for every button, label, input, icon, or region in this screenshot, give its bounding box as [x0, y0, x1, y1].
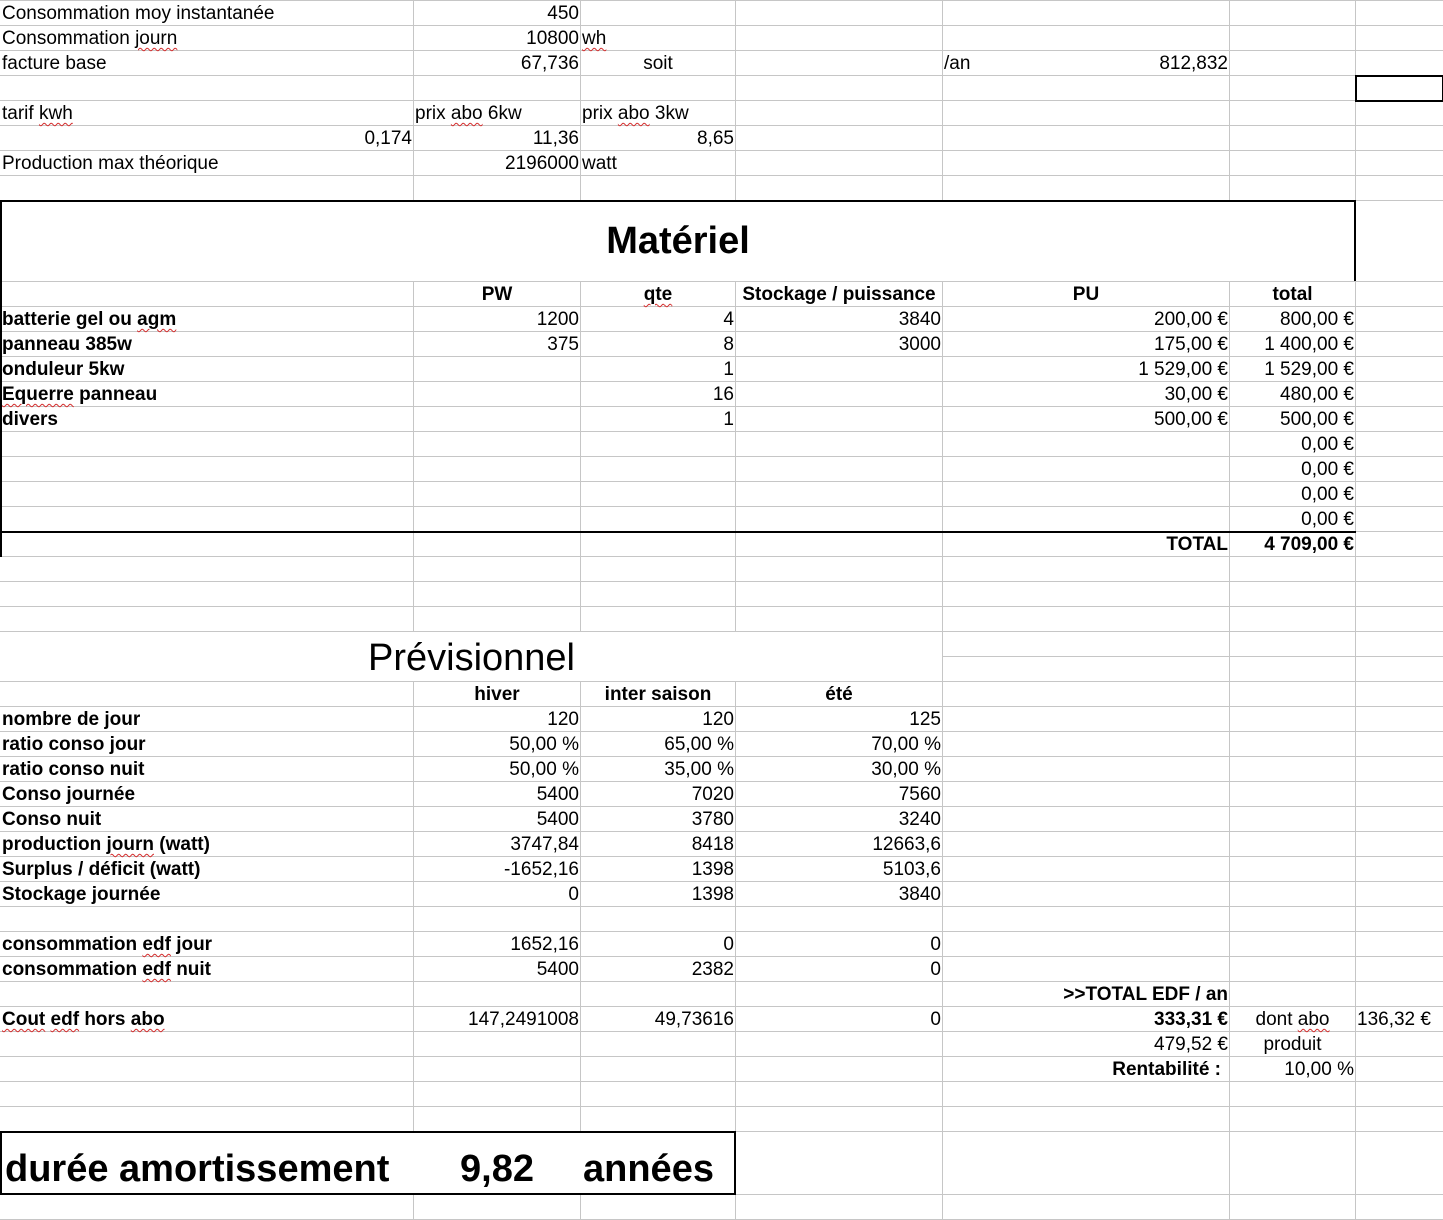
- cell-text: 1: [723, 409, 734, 430]
- cell-text: /an: [944, 53, 971, 74]
- cell-m7f[interactable]: [1230, 457, 1355, 482]
- table-border: [1354, 200, 1356, 281]
- cell-text: 67,736: [520, 53, 579, 74]
- cell-text: 11,36: [532, 128, 579, 149]
- cell-text: 0: [930, 959, 941, 980]
- cell-p5d[interactable]: [736, 807, 942, 832]
- cell-r6b[interactable]: [414, 126, 580, 151]
- cell-text: 16: [712, 384, 734, 405]
- cell-r1b[interactable]: [414, 1, 580, 26]
- cell-m1d[interactable]: [736, 307, 942, 332]
- cell-p4d[interactable]: [736, 782, 942, 807]
- cell-text: 0: [930, 934, 941, 955]
- cell-text: 0: [930, 1009, 941, 1030]
- cell-r1a[interactable]: [1, 1, 413, 26]
- cell-text: 0,00 €: [1301, 459, 1354, 480]
- cell-p3a[interactable]: [1, 757, 413, 782]
- cell-p3c[interactable]: [581, 757, 735, 782]
- cell-text: 3780: [691, 809, 734, 830]
- spellcheck-word: journ: [135, 28, 178, 49]
- cell-m5c[interactable]: [581, 407, 735, 432]
- cell-p1a[interactable]: [1, 707, 413, 732]
- cell-r2a[interactable]: [1, 26, 413, 51]
- cell-h_stock[interactable]: [736, 282, 942, 307]
- cell-r5a[interactable]: [1, 101, 413, 126]
- cell-c2e[interactable]: [943, 1032, 1229, 1057]
- cell-m5a[interactable]: [1, 407, 413, 432]
- row-gridline: [0, 1106, 1443, 1107]
- cell-text: ratio conso nuit: [2, 759, 145, 780]
- cell-r5c[interactable]: [581, 101, 735, 126]
- cell-text: 3840: [898, 309, 941, 330]
- cell-e2d[interactable]: [736, 957, 942, 982]
- cell-text: 5400: [536, 959, 579, 980]
- cell-text: Consommation moy instantanée: [2, 3, 275, 24]
- cell-c1g[interactable]: [1356, 1007, 1443, 1032]
- cell-text: prix abo 6kw: [415, 103, 522, 124]
- cell-text: 8418: [691, 834, 734, 855]
- row-gridline: [0, 456, 1443, 457]
- cell-text: 136,32 €: [1357, 1009, 1431, 1030]
- cell-r5b[interactable]: [414, 101, 580, 126]
- cell-text: 0,174: [364, 128, 412, 149]
- cell-text: 3000: [898, 334, 941, 355]
- cell-p5c[interactable]: [581, 807, 735, 832]
- cell-r6a[interactable]: [1, 126, 413, 151]
- cell-text: Conso journée: [2, 784, 136, 805]
- cell-text: 2382: [691, 959, 734, 980]
- cell-text: Production max théorique: [2, 153, 219, 174]
- cell-text: tarif kwh: [2, 103, 73, 124]
- cell-cursor[interactable]: [1355, 75, 1443, 102]
- cell-m2a[interactable]: [1, 332, 413, 357]
- cell-p8a[interactable]: [1, 882, 413, 907]
- spellcheck-word: journ: [106, 834, 154, 855]
- cell-text: Equerre panneau: [2, 384, 158, 405]
- amortissement-unit[interactable]: années: [583, 1148, 714, 1190]
- cell-tot_val[interactable]: [1230, 532, 1355, 557]
- cell-c1f[interactable]: [1230, 1007, 1355, 1032]
- amortissement-value[interactable]: 9,82: [460, 1148, 534, 1190]
- cell-p8d[interactable]: [736, 882, 942, 907]
- cell-text: 8,65: [697, 128, 734, 149]
- cell-c1c[interactable]: [581, 1007, 735, 1032]
- cell-text: Conso nuit: [2, 809, 102, 830]
- cell-c3f[interactable]: [1230, 1057, 1355, 1082]
- cell-p4c[interactable]: [581, 782, 735, 807]
- cell-text: 12663,6: [872, 834, 941, 855]
- cell-m2e[interactable]: [943, 332, 1229, 357]
- cell-text: -1652,16: [503, 859, 579, 880]
- spellcheck-word: abo: [1297, 1009, 1330, 1030]
- cell-m5f[interactable]: [1230, 407, 1355, 432]
- cell-p5a[interactable]: [1, 807, 413, 832]
- cell-text: 120: [702, 709, 734, 730]
- spellcheck-word: abo: [130, 1009, 165, 1030]
- cell-text: ratio conso jour: [2, 734, 146, 755]
- cell-m4e[interactable]: [943, 382, 1229, 407]
- cell-text: 3747,84: [510, 834, 579, 855]
- cell-r3b[interactable]: [414, 51, 580, 76]
- cell-text: PW: [481, 284, 513, 305]
- cell-text: 3240: [898, 809, 941, 830]
- cell-p_h_hiver[interactable]: [414, 682, 580, 707]
- cell-e3e[interactable]: [943, 982, 1229, 1007]
- cell-text: Surplus / déficit (watt): [2, 859, 201, 880]
- cell-r7b[interactable]: [414, 151, 580, 176]
- cell-p1b[interactable]: [414, 707, 580, 732]
- cell-text: 7560: [898, 784, 941, 805]
- cell-p3d[interactable]: [736, 757, 942, 782]
- cell-r7a[interactable]: [1, 151, 413, 176]
- cell-p7c[interactable]: [581, 857, 735, 882]
- cell-text: Stockage journée: [2, 884, 161, 905]
- cell-r3f[interactable]: [943, 51, 1068, 76]
- cell-text: Stockage / puissance: [742, 284, 936, 305]
- cell-text: 125: [909, 709, 941, 730]
- cell-text: 450: [547, 3, 579, 24]
- cell-text: 49,73616: [654, 1009, 734, 1030]
- cell-text: consommation edf jour: [2, 934, 213, 955]
- cell-c2f[interactable]: [1230, 1032, 1355, 1057]
- cell-text: 1 400,00 €: [1264, 334, 1354, 355]
- spellcheck-word: abo: [450, 103, 483, 124]
- cell-p1c[interactable]: [581, 707, 735, 732]
- cell-text: 1: [723, 359, 734, 380]
- previsionnel-title[interactable]: Prévisionnel: [368, 637, 575, 679]
- cell-p6b[interactable]: [414, 832, 580, 857]
- cell-text: 1652,16: [510, 934, 579, 955]
- spellcheck-word: Cout: [2, 1009, 46, 1030]
- cell-c1a[interactable]: [1, 1007, 413, 1032]
- cell-text: 175,00 €: [1154, 334, 1228, 355]
- cell-text: consommation edf nuit: [2, 959, 212, 980]
- amortissement-label[interactable]: durée amortissement: [5, 1148, 390, 1190]
- cell-tot_lbl[interactable]: [943, 532, 1229, 557]
- cell-m3c[interactable]: [581, 357, 735, 382]
- cell-c1e[interactable]: [943, 1007, 1229, 1032]
- cell-p8c[interactable]: [581, 882, 735, 907]
- cell-text: 50,00 %: [509, 759, 579, 780]
- cell-text: 30,00 %: [871, 759, 941, 780]
- cell-text: produit: [1263, 1034, 1322, 1055]
- cell-h_pw[interactable]: [414, 282, 580, 307]
- spellcheck-word: abo: [617, 103, 650, 124]
- cell-m3e[interactable]: [943, 357, 1229, 382]
- cell-m6f[interactable]: [1230, 432, 1355, 457]
- cell-text: Consommation journ: [2, 28, 178, 49]
- spellcheck-word: agm: [137, 309, 177, 330]
- cell-text: prix abo 3kw: [582, 103, 689, 124]
- column-gridline: [413, 0, 414, 1220]
- table-border: [0, 1131, 2, 1195]
- cell-text: 5400: [536, 784, 579, 805]
- cell-p5b[interactable]: [414, 807, 580, 832]
- table-border: [0, 1193, 736, 1195]
- cell-text: total: [1272, 284, 1313, 305]
- cell-text: soit: [643, 53, 673, 74]
- cell-text: 1398: [691, 884, 734, 905]
- cell-m4f[interactable]: [1230, 382, 1355, 407]
- column-gridline: [580, 0, 581, 1220]
- cell-text: 812,832: [1159, 53, 1228, 74]
- cell-text: [582, 28, 606, 49]
- spellcheck-word: wh: [582, 28, 607, 49]
- cell-text: 200,00 €: [1154, 309, 1228, 330]
- cell-r3a[interactable]: [1, 51, 413, 76]
- spellcheck-word: Equerre: [2, 384, 74, 405]
- cell-p7d[interactable]: [736, 857, 942, 882]
- cell-text: 480,00 €: [1280, 384, 1354, 405]
- column-gridline: [1355, 0, 1356, 1220]
- cell-r2c[interactable]: [581, 26, 735, 51]
- spellcheck-word: qte: [643, 284, 673, 305]
- cell-r2b[interactable]: [414, 26, 580, 51]
- cell-p6a[interactable]: [1, 832, 413, 857]
- cell-m2b[interactable]: [414, 332, 580, 357]
- cell-p8b[interactable]: [414, 882, 580, 907]
- cell-p4b[interactable]: [414, 782, 580, 807]
- row-gridline: [0, 581, 1443, 582]
- cell-text: 479,52 €: [1154, 1034, 1228, 1055]
- cell-text: 3840: [898, 884, 941, 905]
- cell-text: 70,00 %: [871, 734, 941, 755]
- spellcheck-word: edf: [50, 1009, 80, 1030]
- cell-text: 0: [568, 884, 579, 905]
- cell-text: onduleur 5kw: [2, 359, 125, 380]
- spellcheck-word: edf: [142, 959, 171, 980]
- cell-text: 1398: [691, 859, 734, 880]
- cell-text: divers: [2, 409, 58, 430]
- cell-text: TOTAL: [1166, 534, 1228, 555]
- cell-c1d[interactable]: [736, 1007, 942, 1032]
- cell-text: 10,00 %: [1284, 1059, 1354, 1080]
- cell-m1f[interactable]: [1230, 307, 1355, 332]
- cell-r7c[interactable]: [581, 151, 735, 176]
- cell-p_h_inter[interactable]: [581, 682, 735, 707]
- cell-m5e[interactable]: [943, 407, 1229, 432]
- row-gridline: [0, 606, 1443, 607]
- cell-e1d[interactable]: [736, 932, 942, 957]
- cell-text: 500,00 €: [1154, 409, 1228, 430]
- cell-p1d[interactable]: [736, 707, 942, 732]
- cell-text: 10800: [526, 28, 579, 49]
- cell-m8f[interactable]: [1230, 482, 1355, 507]
- cell-text: 120: [547, 709, 579, 730]
- cell-h_total[interactable]: [1230, 282, 1355, 307]
- cell-p7b[interactable]: [414, 857, 580, 882]
- table-border: [0, 200, 2, 557]
- cell-text: facture base: [2, 53, 107, 74]
- cell-text: été: [825, 684, 853, 705]
- row-gridline: [942, 656, 1443, 657]
- cell-text: 2196000: [505, 153, 579, 174]
- cell-p_h_ete[interactable]: [736, 682, 942, 707]
- cell-p6c[interactable]: [581, 832, 735, 857]
- cell-m2c[interactable]: [581, 332, 735, 357]
- cell-text: 1 529,00 €: [1138, 359, 1228, 380]
- cell-text: inter saison: [604, 684, 712, 705]
- cell-text: 1 529,00 €: [1264, 359, 1354, 380]
- cell-p2c[interactable]: [581, 732, 735, 757]
- cell-e2b[interactable]: [414, 957, 580, 982]
- cell-p7a[interactable]: [1, 857, 413, 882]
- cell-h_pu[interactable]: [943, 282, 1229, 307]
- cell-e2a[interactable]: [1, 957, 413, 982]
- cell-text: 375: [547, 334, 579, 355]
- cell-text: 0,00 €: [1301, 509, 1354, 530]
- cell-e1c[interactable]: [581, 932, 735, 957]
- cell-text: production journ (watt): [2, 834, 210, 855]
- cell-text: Cout edf hors abo: [2, 1009, 165, 1030]
- cell-text: 8: [723, 334, 734, 355]
- cell-p4a[interactable]: [1, 782, 413, 807]
- cell-text: 5400: [536, 809, 579, 830]
- table-border: [734, 1131, 736, 1195]
- cell-text: 1200: [536, 309, 579, 330]
- cell-e2c[interactable]: [581, 957, 735, 982]
- cell-m1c[interactable]: [581, 307, 735, 332]
- cell-m2f[interactable]: [1230, 332, 1355, 357]
- cell-text: PU: [1072, 284, 1100, 305]
- cell-text: 7020: [691, 784, 734, 805]
- spellcheck-word: edf: [142, 934, 171, 955]
- cell-text: 0,00 €: [1301, 434, 1354, 455]
- cell-p2a[interactable]: [1, 732, 413, 757]
- row-gridline: [0, 481, 1443, 482]
- cell-p6d[interactable]: [736, 832, 942, 857]
- cell-m9f[interactable]: [1230, 507, 1355, 532]
- cell-text: 30,00 €: [1164, 384, 1228, 405]
- cell-text: watt: [582, 153, 617, 174]
- cell-p2b[interactable]: [414, 732, 580, 757]
- cell-m3f[interactable]: [1230, 357, 1355, 382]
- cell-h_qte[interactable]: [581, 282, 735, 307]
- cell-p3b[interactable]: [414, 757, 580, 782]
- cell-text: 35,00 %: [664, 759, 734, 780]
- cell-text: batterie gel ou agm: [2, 309, 177, 330]
- cell-m2d[interactable]: [736, 332, 942, 357]
- cell-text: 65,00 %: [664, 734, 734, 755]
- cell-text: nombre de jour: [2, 709, 141, 730]
- table-border: [0, 1131, 736, 1133]
- cell-r6c[interactable]: [581, 126, 735, 151]
- column-gridline: [735, 0, 736, 1220]
- cell-text: 800,00 €: [1280, 309, 1354, 330]
- cell-text: 0,00 €: [1301, 484, 1354, 505]
- cell-text: Rentabilité :: [1112, 1059, 1221, 1080]
- cell-text: 500,00 €: [1280, 409, 1354, 430]
- cell-m1b[interactable]: [414, 307, 580, 332]
- spellcheck-word: kwh: [38, 103, 73, 124]
- cell-m4c[interactable]: [581, 382, 735, 407]
- cell-e1a[interactable]: [1, 932, 413, 957]
- cell-text: 4: [723, 309, 734, 330]
- cell-text: dont abo: [1255, 1009, 1330, 1030]
- cell-text: >>TOTAL EDF / an: [1063, 984, 1228, 1005]
- table-border: [0, 531, 1356, 533]
- cell-text: [644, 284, 673, 305]
- row-gridline: [0, 506, 1443, 507]
- cell-r3c[interactable]: [581, 51, 735, 76]
- cell-text: panneau 385w: [2, 334, 132, 355]
- cell-e1b[interactable]: [414, 932, 580, 957]
- cell-text: 4 709,00 €: [1264, 534, 1354, 555]
- cell-m3a[interactable]: [1, 357, 413, 382]
- cell-c3e[interactable]: [943, 1057, 1229, 1082]
- cell-c1b[interactable]: [414, 1007, 580, 1032]
- materiel-title[interactable]: Matériel: [606, 220, 750, 262]
- cell-m1a[interactable]: [1, 307, 413, 332]
- cell-text: 5103,6: [882, 859, 941, 880]
- cell-text: 147,2491008: [468, 1009, 579, 1030]
- table-border: [0, 200, 1356, 202]
- cell-text: 0: [723, 934, 734, 955]
- cell-text: 333,31 €: [1154, 1009, 1228, 1030]
- cell-m4a[interactable]: [1, 382, 413, 407]
- cell-text: hiver: [474, 684, 520, 705]
- cell-text: 50,00 %: [509, 734, 579, 755]
- cell-m1e[interactable]: [943, 307, 1229, 332]
- cell-p2d[interactable]: [736, 732, 942, 757]
